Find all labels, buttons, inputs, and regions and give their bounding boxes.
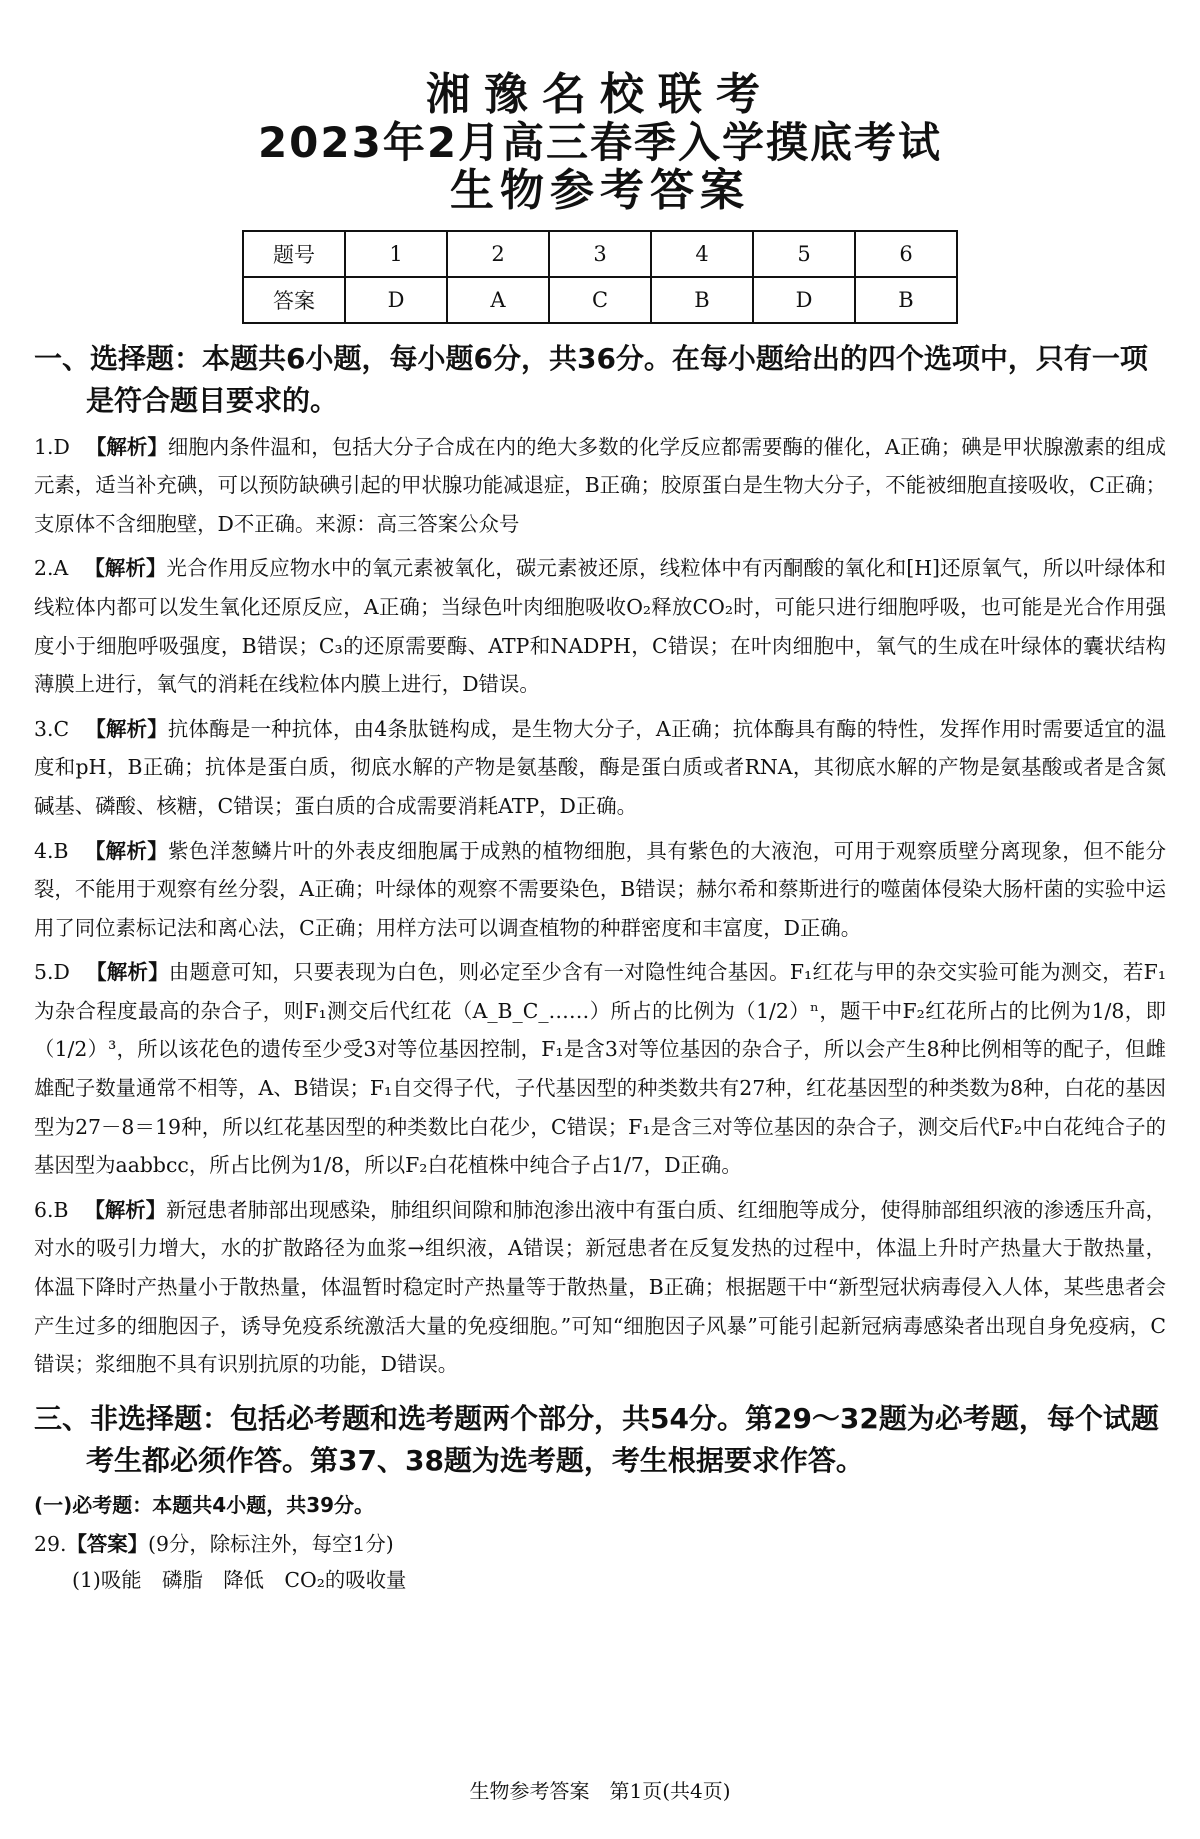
answer-table bbox=[242, 230, 958, 324]
question-number: 3 bbox=[549, 231, 651, 277]
exam-org-title: 湘豫名校联考 bbox=[426, 69, 774, 120]
answer-cell: B bbox=[651, 277, 753, 323]
explanation-item bbox=[34, 710, 1166, 826]
explanation-tag: 【解析】 bbox=[84, 1197, 167, 1222]
answer-cell: A bbox=[447, 277, 549, 323]
explanation-text: 由题意可知，只要表现为白色，则必定至少含有一对隐性纯合基因。F₁红花与甲的杂交实验可能为测交，若F₁为杂合程度最高的杂合子，则F₁测交后代红花（A_B_C_……）所占的比例为（1/2）ⁿ，题干中F₂红花所占的比例为1/8，即（1/2）³，所以该花色的遗传至少受3对等位基因控制，F₁是含3对等位基因的杂合子，所以会产生8种比例相等的配子，但雌雄配子数量通常不相等，A、B错误；F₁自交得子代，子代基因型的种类数共有27种，红花基因型的种类数为8种，白花的基因型为27－8＝19种，所以红花基因型的种类数比白花少，C错误；F₁是含三对等位基因的杂合子，测交后代F₂中白花纯合子的基因型为aabbcc，所占比例为1/8，所以F₂白花植株中纯合子占1/7，D正确。 bbox=[34, 960, 1167, 1178]
explanation-text: 紫色洋葱鳞片叶的外表皮细胞属于成熟的植物细胞，具有紫色的大液泡，可用于观察质壁分离现象，但不能分裂，不能用于观察有丝分裂，A正确；叶绿体的观察不需要染色，B错误；赫尔希和蔡斯进行的噬菌体侵染大肠杆菌的实验中运用了同位素标记法和离心法，C正确；用样方法可以调查植物的种群密度和丰富度，D正确。 bbox=[34, 838, 1167, 940]
question-number: 1 bbox=[345, 231, 447, 277]
question-number-row bbox=[243, 231, 957, 277]
answer-note: (9分，除标注外，每空1分) bbox=[148, 1531, 394, 1556]
item-number: 4.B bbox=[34, 838, 69, 863]
question-number: 4 bbox=[651, 231, 753, 277]
explanation-tag: 【解析】 bbox=[84, 838, 169, 863]
explanation-tag: 【解析】 bbox=[85, 434, 168, 459]
page-footer: 生物参考答案 第1页(共4页) bbox=[469, 1779, 731, 1803]
explanation-item bbox=[34, 832, 1166, 948]
explanation-item bbox=[34, 1191, 1166, 1384]
explanation-item bbox=[34, 428, 1166, 544]
explanation-item bbox=[34, 549, 1166, 703]
item-number: 2.A bbox=[34, 556, 69, 581]
question-number: 5 bbox=[753, 231, 855, 277]
question-29-answer-header bbox=[34, 1526, 1166, 1562]
explanation-tag: 【解析】 bbox=[84, 556, 167, 581]
row-label-number: 题号 bbox=[243, 231, 345, 277]
answer-row bbox=[243, 277, 957, 323]
section-heading-choice: 一、选择题：本题共6小题，每小题6分，共36分。在每小题给出的四个选项中，只有一项是符合题目要求的。 bbox=[34, 341, 1148, 417]
answer-cell: B bbox=[855, 277, 957, 323]
answer-key-title: 生物参考答案 bbox=[450, 165, 750, 217]
item-number: 29. bbox=[34, 1531, 67, 1556]
explanation-text: 抗体酶是一种抗体，由4条肽链构成，是生物大分子，A正确；抗体酶具有酶的特性，发挥作用时需要适宜的温度和pH，B正确；抗体是蛋白质，彻底水解的产物是氨基酸，酶是蛋白质或者RNA，其彻底水解的产物是氨基酸或者是含氮碱基、磷酸、核糖，C错误；蛋白质的合成需要消耗ATP，D正确。 bbox=[34, 716, 1167, 818]
explanation-item bbox=[34, 953, 1166, 1185]
explanation-text: 细胞内条件温和，包括大分子合成在内的绝大多数的化学反应都需要酶的催化，A正确；碘是甲状腺激素的组成元素，适当补充碘，可以预防缺碘引起的甲状腺功能减退症，B正确；胶原蛋白是生物大分子，不能被细胞直接吸收，C正确；支原体不含细胞壁，D不正确。来源：高三答案公众号 bbox=[34, 434, 1167, 536]
question-number: 6 bbox=[855, 231, 957, 277]
item-number: 5.D bbox=[34, 960, 70, 985]
row-label-answer: 答案 bbox=[243, 277, 345, 323]
answer-cell: D bbox=[345, 277, 447, 323]
explanation-tag: 【解析】 bbox=[85, 960, 169, 985]
answer-cell: D bbox=[753, 277, 855, 323]
exam-name-title: 2023年2月高三春季入学摸底考试 bbox=[257, 118, 943, 168]
answer-cell: C bbox=[549, 277, 651, 323]
explanation-tag: 【解析】 bbox=[85, 716, 168, 741]
question-number: 2 bbox=[447, 231, 549, 277]
item-number: 1.D bbox=[34, 434, 70, 459]
item-number: 6.B bbox=[34, 1197, 69, 1222]
question-29-answer-line: (1)吸能 磷脂 降低 CO₂的吸收量 bbox=[72, 1567, 407, 1592]
answer-tag: 【答案】 bbox=[66, 1531, 148, 1556]
section-heading-non-choice: 三、非选择题：包括必考题和选考题两个部分，共54分。第29～32题为必考题，每个试题考生都必须作答。第37、38题为选考题，考生根据要求作答。 bbox=[34, 1401, 1159, 1477]
item-number: 3.C bbox=[34, 716, 70, 741]
explanation-text: 光合作用反应物水中的氧元素被氧化，碳元素被还原，线粒体中有丙酮酸的氧化和[H]还原氧气，所以叶绿体和线粒体内都可以发生氧化还原反应，A正确；当绿色叶肉细胞吸收O₂释放CO₂时，可能只进行细胞呼吸，也可能是光合作用强度小于细胞呼吸强度，B错误；C₃的还原需要酶、ATP和NADPH，C错误；在叶肉细胞中，氧气的生成在叶绿体的囊状结构薄膜上进行，氧气的消耗在线粒体内膜上进行，D错误。 bbox=[34, 556, 1167, 697]
explanation-text: 新冠患者肺部出现感染，肺组织间隙和肺泡渗出液中有蛋白质、红细胞等成分，使得肺部组织液的渗透压升高，对水的吸引力增大，水的扩散路径为血浆→组织液，A错误；新冠患者在反复发热的过程中，体温上升时产热量大于散热量，体温下降时产热量小于散热量，体温暂时稳定时产热量等于散热量，B正确；根据题干中“新型冠状病毒侵入人体，某些患者会产生过多的细胞因子，诱导免疫系统激活大量的免疫细胞。”可知“细胞因子风暴”可能引起新冠病毒感染者出现自身免疫病，C错误；浆细胞不具有识别抗原的功能，D错误。 bbox=[34, 1197, 1167, 1377]
subsection-heading: (一)必考题：本题共4小题，共39分。 bbox=[34, 1492, 375, 1517]
